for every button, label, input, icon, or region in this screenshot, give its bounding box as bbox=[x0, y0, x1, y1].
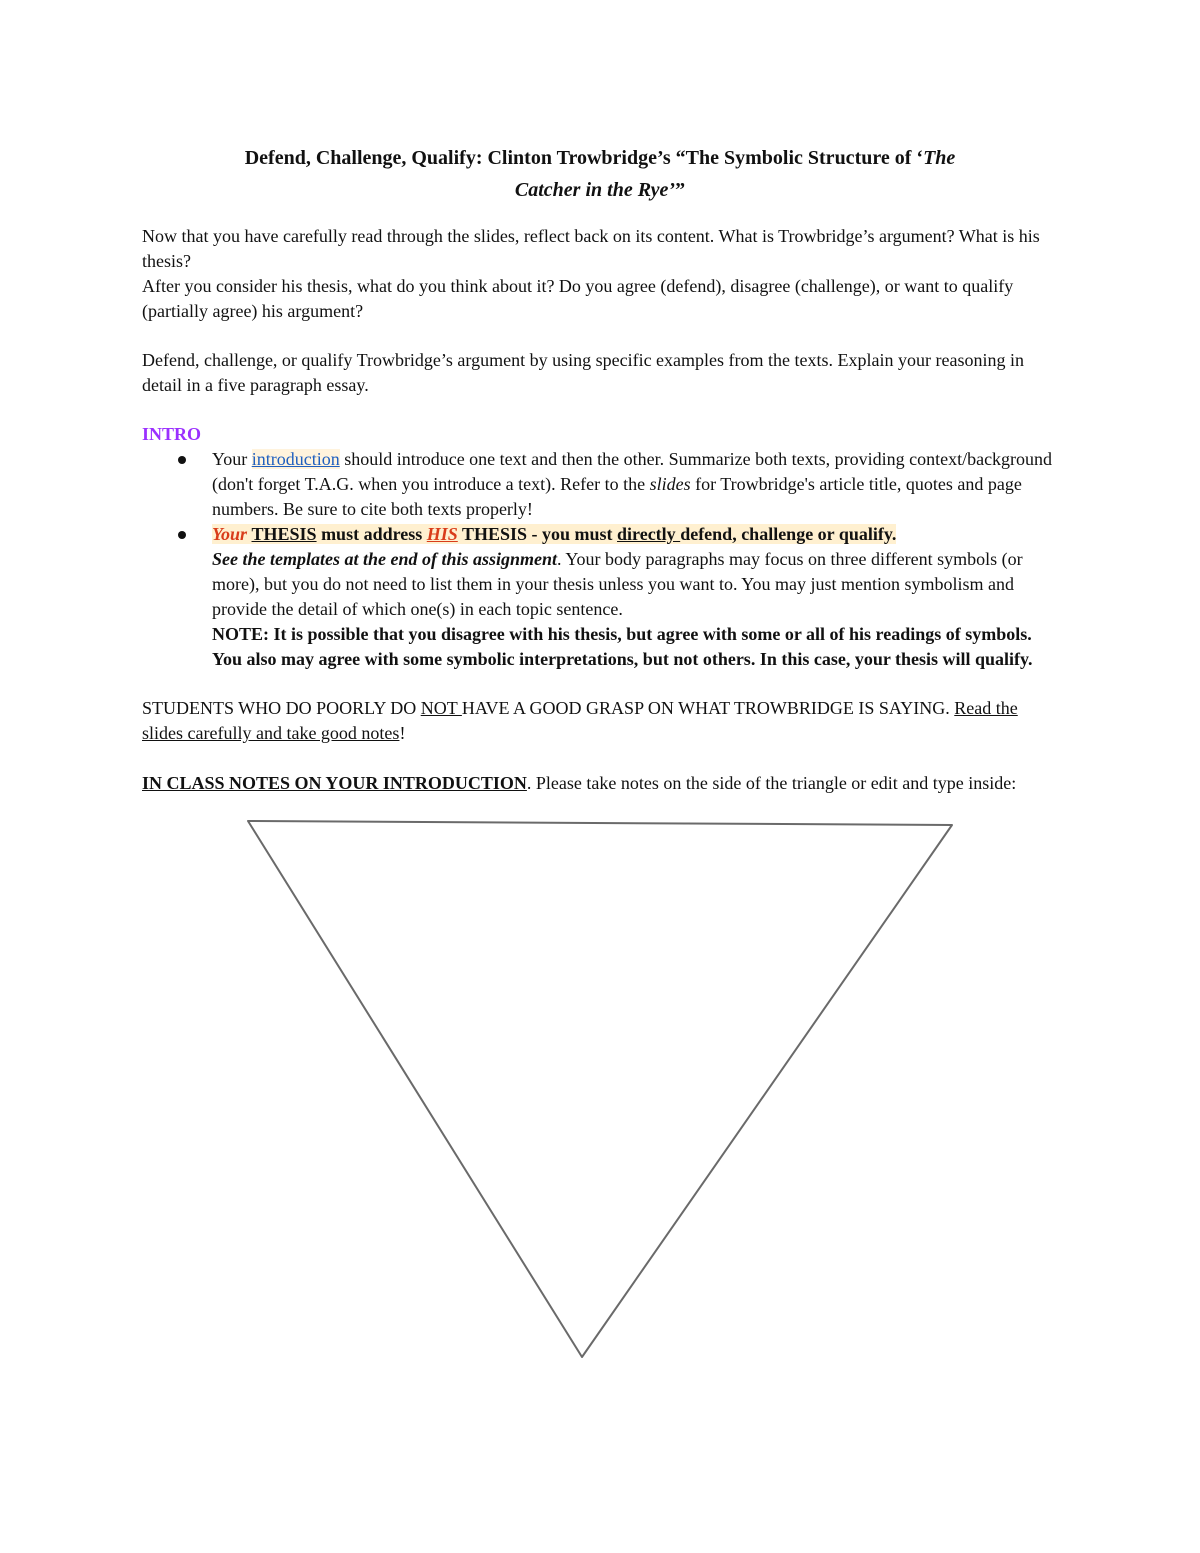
students-end: ! bbox=[399, 723, 406, 743]
title-line2-italic: Catcher in the Rye’ bbox=[514, 179, 676, 201]
bullet2-directly: directly bbox=[617, 524, 681, 544]
introduction-link[interactable]: introduction bbox=[251, 449, 340, 469]
students-before: STUDENTS WHO DO POORLY DO bbox=[142, 698, 421, 718]
title-line2-end: ” bbox=[675, 179, 686, 201]
title-line1: Defend, Challenge, Qualify: Clinton Trowbridge’s “The Symbolic Structure of ‘ bbox=[244, 147, 924, 169]
triangle-shape[interactable] bbox=[248, 821, 952, 1357]
bullet2-rest: THESIS - you must bbox=[457, 524, 618, 544]
bullet1-text-before: Your bbox=[212, 449, 252, 469]
intro-line-b: After you consider his thesis, what do you think about it? Do you agree (defend), disagree (challenge), or want to qualify (partially agree) his argument? bbox=[142, 276, 1014, 321]
bullet2-must-address: must address bbox=[316, 524, 427, 544]
intro-line-a: Now that you have carefully read through the slides, reflect back on its content. What is Trowbridge’s argument? What is his thesis? bbox=[142, 226, 1040, 271]
bullet2-templates: See the templates at the end of this assignment bbox=[212, 549, 558, 569]
students-read: Read the slides carefully and take good notes bbox=[142, 698, 1018, 743]
students-not: NOT bbox=[420, 698, 462, 718]
notes-heading: IN CLASS NOTES ON YOUR INTRODUCTION bbox=[142, 773, 527, 793]
bullet2-defend: defend, challenge or qualify. bbox=[680, 524, 897, 544]
bullet2-body: . Your body paragraphs may focus on three different symbols (or more), but you do not need to list them in your thesis unless you want to. You may just mention symbolism and provide the detail of which one(s) in each topic sentence. bbox=[212, 549, 1023, 619]
bullet2-thesis: THESIS bbox=[251, 524, 317, 544]
section-heading-intro: INTRO bbox=[142, 424, 202, 444]
title-line1-italic: The bbox=[923, 147, 956, 169]
task-paragraph: Defend, challenge, or qualify Trowbridge’s argument by using specific examples from the texts. Explain your reasoning in detail in a five paragraph essay. bbox=[142, 350, 1024, 395]
bullet2-his: HIS bbox=[426, 524, 458, 544]
bullet1-text-middle: should introduce one text and then the other. Summarize both texts, providing context/background (don't forget T.A.G. when you introduce a text). Refer to the bbox=[212, 449, 1053, 494]
bullet1-text-after: for Trowbridge's article title, quotes and page numbers. Be sure to cite both texts properly! bbox=[212, 474, 1022, 519]
bullet1-slides-word: slides bbox=[649, 474, 691, 494]
notes-text: . Please take notes on the side of the triangle or edit and type inside: bbox=[526, 773, 1017, 793]
students-after: HAVE A GOOD GRASP ON WHAT TROWBRIDGE IS SAYING. bbox=[461, 698, 955, 718]
bullet2-note: NOTE: It is possible that you disagree with his thesis, but agree with some or all of his readings of symbols. You also may agree with some symbolic interpretations, but not others. In this case, your thesis will qualify. bbox=[212, 624, 1033, 669]
bullet2-your: Your bbox=[212, 524, 248, 544]
